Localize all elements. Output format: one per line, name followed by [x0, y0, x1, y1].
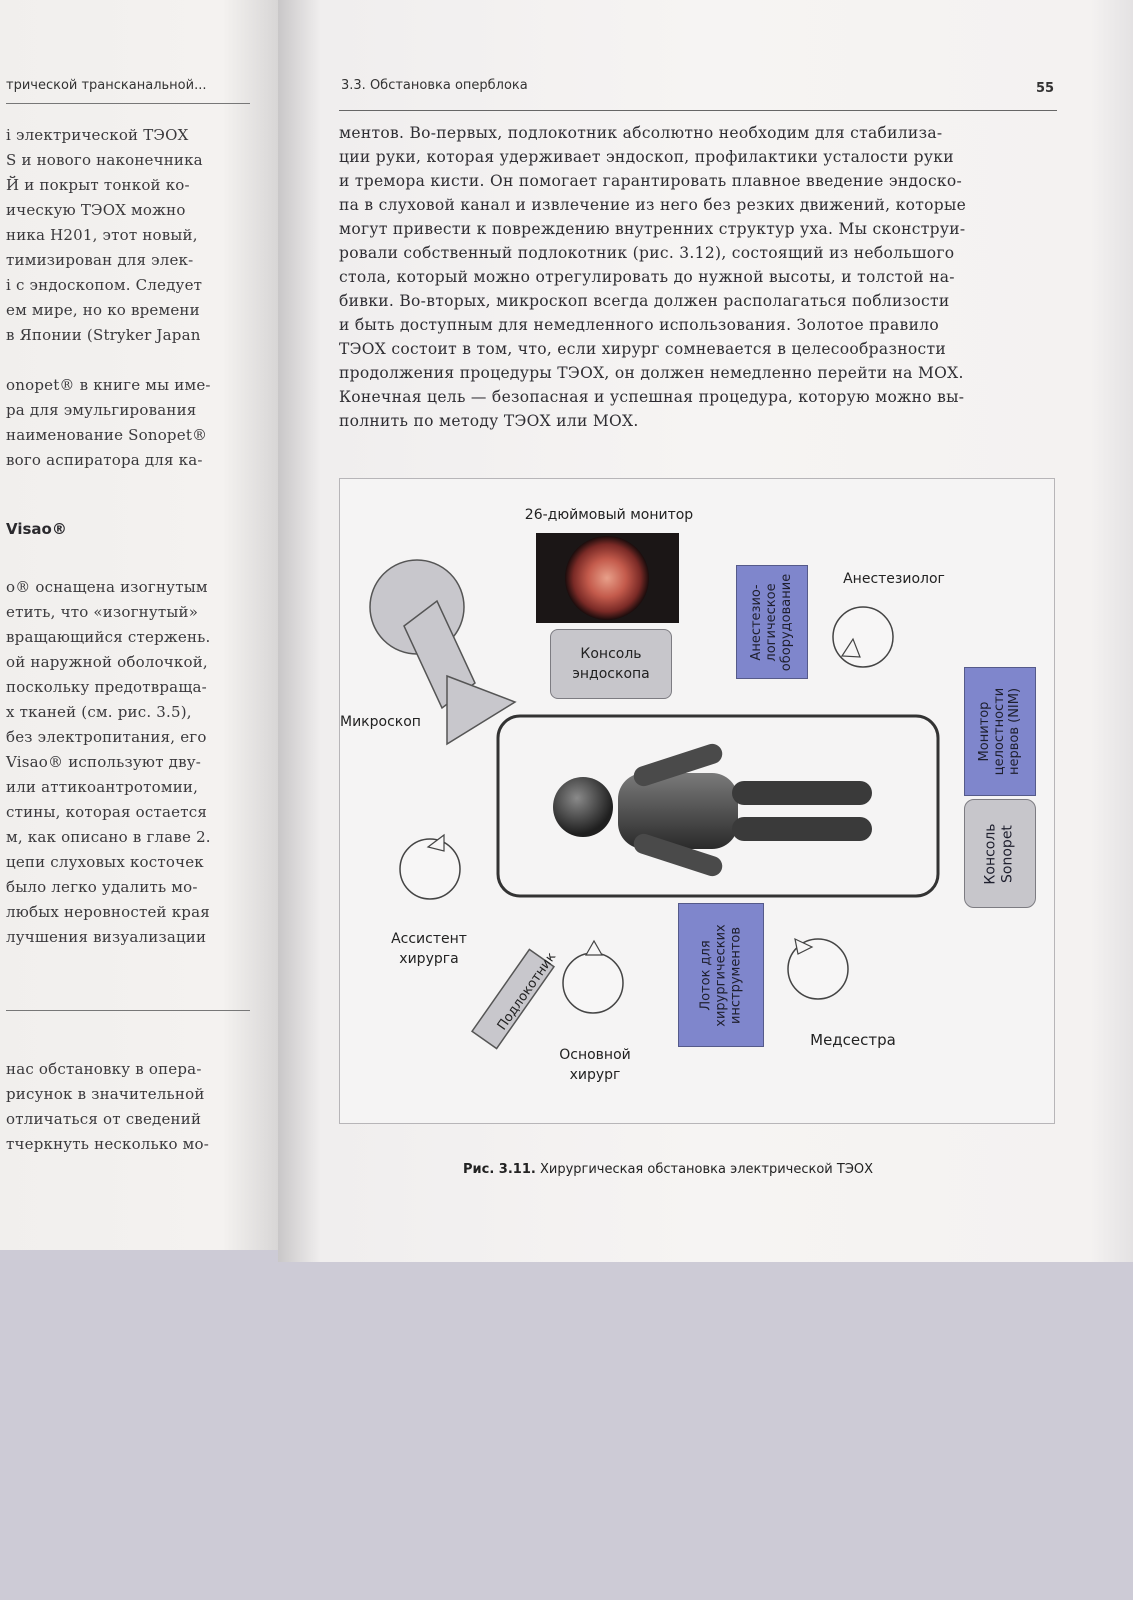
- microscope-base: [447, 676, 515, 744]
- assistant-label: Ассистент хирурга: [391, 931, 467, 967]
- figure-caption: [463, 1162, 873, 1177]
- instrument-tray-label: Лоток для хирургических инструментов: [698, 923, 744, 1027]
- instrument-tray-box: [678, 903, 764, 1047]
- left-text-line: ой наружной оболочкой,: [6, 653, 208, 671]
- anesthesiologist-circle: [833, 607, 893, 667]
- left-text-line: ем мире, но ко времени: [6, 301, 200, 319]
- left-text-line: onopet® в книге мы име-: [6, 376, 211, 394]
- or-layout-figure: [339, 478, 1055, 1124]
- paragraph-line: полнить по методу ТЭОХ или МОХ.: [339, 412, 639, 430]
- paragraph-line: и быть доступным для немедленного использования. Золотое правило: [339, 316, 939, 334]
- left-text-line: наименование Sonopet®: [6, 426, 208, 444]
- main-surgeon-circle: [563, 953, 623, 1013]
- nurse-label: Медсестра: [810, 1031, 896, 1049]
- left-text-line: S и нового наконечника: [6, 151, 203, 169]
- paragraph-line: и тремора кисти. Он помогает гарантировать плавное введение эндоско-: [339, 172, 963, 190]
- left-text-line: любых неровностей края: [6, 903, 210, 921]
- paragraph-line: ТЭОХ состоит в том, что, если хирург сомневается в целесообразности: [339, 340, 946, 358]
- left-text-line: вращающийся стержень.: [6, 628, 211, 646]
- paragraph-line: па в слуховой канал и извлечение из него без резких движений, которые: [339, 196, 967, 214]
- left-text-line: тчеркнуть несколько мо-: [6, 1135, 210, 1153]
- anesthesia-equipment-label: Анестезио- логическое оборудование: [749, 573, 795, 671]
- left-text-line: і с эндоскопом. Следует: [6, 276, 203, 294]
- caption-text: Хирургическая обстановка электрической ТЭОХ: [535, 1162, 874, 1177]
- microscope-label: Микроскоп: [340, 714, 421, 730]
- left-page: [0, 0, 278, 1250]
- main-surgeon-label: Основной хирург: [559, 1047, 631, 1083]
- right-header-rule: [339, 110, 1057, 111]
- sonopet-console-label: Консоль Sonopet: [983, 822, 1016, 885]
- nim-monitor-label: Монитор целостности нервов (NIM): [977, 687, 1023, 776]
- left-text-line: ра для эмульгирования: [6, 401, 197, 419]
- paragraph-line: могут привести к повреждению внутренних структур уха. Мы сконструи-: [339, 220, 966, 238]
- left-text-line: Visao® используют дву-: [6, 753, 202, 771]
- left-text-line: рисунок в значительной: [6, 1085, 205, 1103]
- left-text-line: х тканей (см. рис. 3.5),: [6, 703, 192, 721]
- left-text-line: Й и покрыт тонкой ко-: [6, 176, 190, 194]
- armrest-label: Подлокотник: [494, 949, 560, 1034]
- left-running-header: трической трансканальной...: [6, 78, 207, 93]
- left-text-line: м, как описано в главе 2.: [6, 828, 211, 846]
- left-text-line: нас обстановку в опера-: [6, 1060, 202, 1078]
- left-text-line: етить, что «изогнутый»: [6, 603, 199, 621]
- paragraph-line: бивки. Во-вторых, микроскоп всегда должен располагаться поблизости: [339, 292, 950, 310]
- left-section-rule: [6, 1010, 250, 1011]
- endoscope-image: [565, 536, 649, 620]
- paragraph-line: ции руки, которая удерживает эндоскоп, профилактики усталости руки: [339, 148, 954, 166]
- left-text-line: o® оснащена изогнутым: [6, 578, 208, 596]
- right-running-header: 3.3. Обстановка оперблока: [341, 78, 528, 93]
- left-header-rule: [6, 103, 250, 104]
- left-text-line: тимизирован для элек-: [6, 251, 194, 269]
- left-text-line: лучшения визуализации: [6, 928, 207, 946]
- paragraph-line: Конечная цель — безопасная и успешная процедура, которую можно вы-: [339, 388, 965, 406]
- paragraph-line: ровали собственный подлокотник (рис. 3.12), состоящий из небольшого: [339, 244, 955, 262]
- caption-number: Рис. 3.11.: [463, 1162, 536, 1177]
- left-text-line: вого аспиратора для ка-: [6, 451, 203, 469]
- paragraph-line: продолжения процедуры ТЭОХ, он должен немедленно перейти на МОХ.: [339, 364, 964, 382]
- left-text-line: цепи слуховых косточек: [6, 853, 204, 871]
- page-number: 55: [1036, 81, 1055, 96]
- left-text-line: і электрической ТЭОХ: [6, 126, 189, 144]
- left-text-line: ника Н201, этот новый,: [6, 226, 198, 244]
- left-section-heading: Visao®: [6, 520, 67, 538]
- paragraph-line: ментов. Во-первых, подлокотник абсолютно необходим для стабилиза-: [339, 124, 943, 142]
- patient-figure: [553, 741, 872, 878]
- left-text-line: ическую ТЭОХ можно: [6, 201, 186, 219]
- monitor-label: 26-дюймовый монитор: [524, 507, 694, 523]
- left-text-line: или аттикоантротомии,: [6, 778, 199, 796]
- left-text-line: стины, которая остается: [6, 803, 207, 821]
- paragraph-line: стола, который можно отрегулировать до нужной высоты, и толстой на-: [339, 268, 955, 286]
- left-text-line: отличаться от сведений: [6, 1110, 202, 1128]
- left-text-line: в Японии (Stryker Japan: [6, 326, 201, 344]
- anesthesiologist-label: Анестезиолог: [843, 571, 945, 587]
- nim-monitor-box: [964, 667, 1036, 796]
- left-text-line: поскольку предотвраща-: [6, 678, 207, 696]
- left-text-line: без электропитания, его: [6, 728, 207, 746]
- left-text-line: было легко удалить мо-: [6, 878, 198, 896]
- sonopet-console-box: [964, 799, 1036, 908]
- endoscope-console: Консоль эндоскопа: [550, 629, 672, 699]
- anesthesia-equipment-box: [736, 565, 808, 679]
